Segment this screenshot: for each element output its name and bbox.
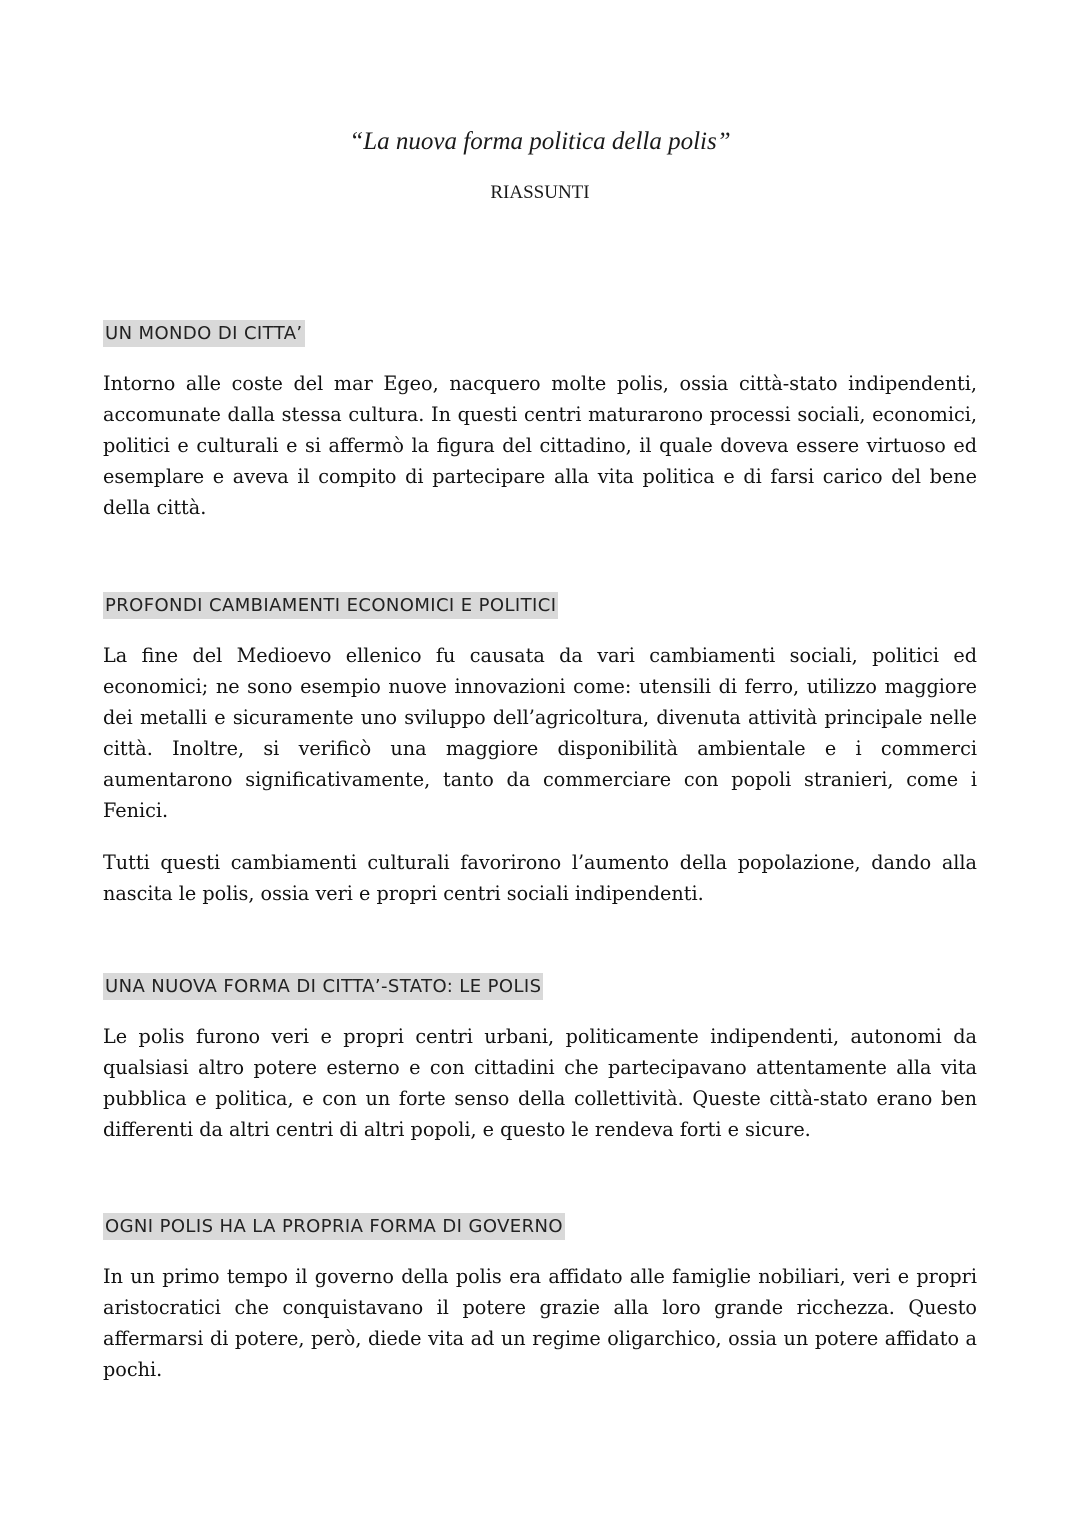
section-heading: UNA NUOVA FORMA DI CITTA’-STATO: LE POLIS xyxy=(103,973,543,1000)
section-forma-di-governo xyxy=(103,1213,977,1406)
section-un-mondo-di-citta xyxy=(103,320,977,544)
section-profondi-cambiamenti xyxy=(103,592,977,930)
section-heading: PROFONDI CAMBIAMENTI ECONOMICI E POLITICI xyxy=(103,592,558,619)
section-heading: OGNI POLIS HA LA PROPRIA FORMA DI GOVERNO xyxy=(103,1213,565,1240)
section-heading: UN MONDO DI CITTA’ xyxy=(103,320,305,347)
section-nuova-forma-citta-stato xyxy=(103,973,977,1166)
section-paragraph: La fine del Medioevo ellenico fu causata da vari cambiamenti sociali, politici ed economici; ne sono esempio nuove innovazioni come: utensili di ferro, utilizzo maggiore dei metalli e sicuramente uno sviluppo dell’agricoltura, divenuta attività principale nelle città. Inoltre, si verificò una maggiore disponibilità ambientale e i commerci aumentarono significativamente, tanto da commerciare con popoli stranieri, come i Fenici. xyxy=(103,644,977,822)
section-paragraph: In un primo tempo il governo della polis era affidato alle famiglie nobiliari, veri e propri aristocratici che conquistavano il potere grazie alla loro grande ricchezza. Questo affermarsi di potere, però, diede vita ad un regime oligarchico, ossia un potere affidato a pochi. xyxy=(103,1265,977,1381)
document-title: “La nuova forma politica della polis” xyxy=(349,128,731,155)
section-paragraph: Tutti questi cambiamenti culturali favorirono l’aumento della popolazione, dando alla nascita le polis, ossia veri e propri centri sociali indipendenti. xyxy=(103,851,977,905)
section-paragraph: Le polis furono veri e propri centri urbani, politicamente indipendenti, autonomi da qualsiasi altro potere esterno e con cittadini che partecipavano attentamente alla vita pubblica e politica, e con un forte senso della collettività. Queste città-stato erano ben differenti da altri centri di altri popoli, e questo le rendeva forti e sicure. xyxy=(103,1025,977,1141)
section-paragraph: Intorno alle coste del mar Egeo, nacquero molte polis, ossia città-stato indipendenti, accomunate dalla stessa cultura. In questi centri maturarono processi sociali, economici, politici e culturali e si affermò la figura del cittadino, il quale doveva essere virtuoso ed esemplare e aveva il compito di partecipare alla vita politica e di farsi carico del bene della città. xyxy=(103,372,977,519)
document-subtitle: RIASSUNTI xyxy=(490,182,590,203)
